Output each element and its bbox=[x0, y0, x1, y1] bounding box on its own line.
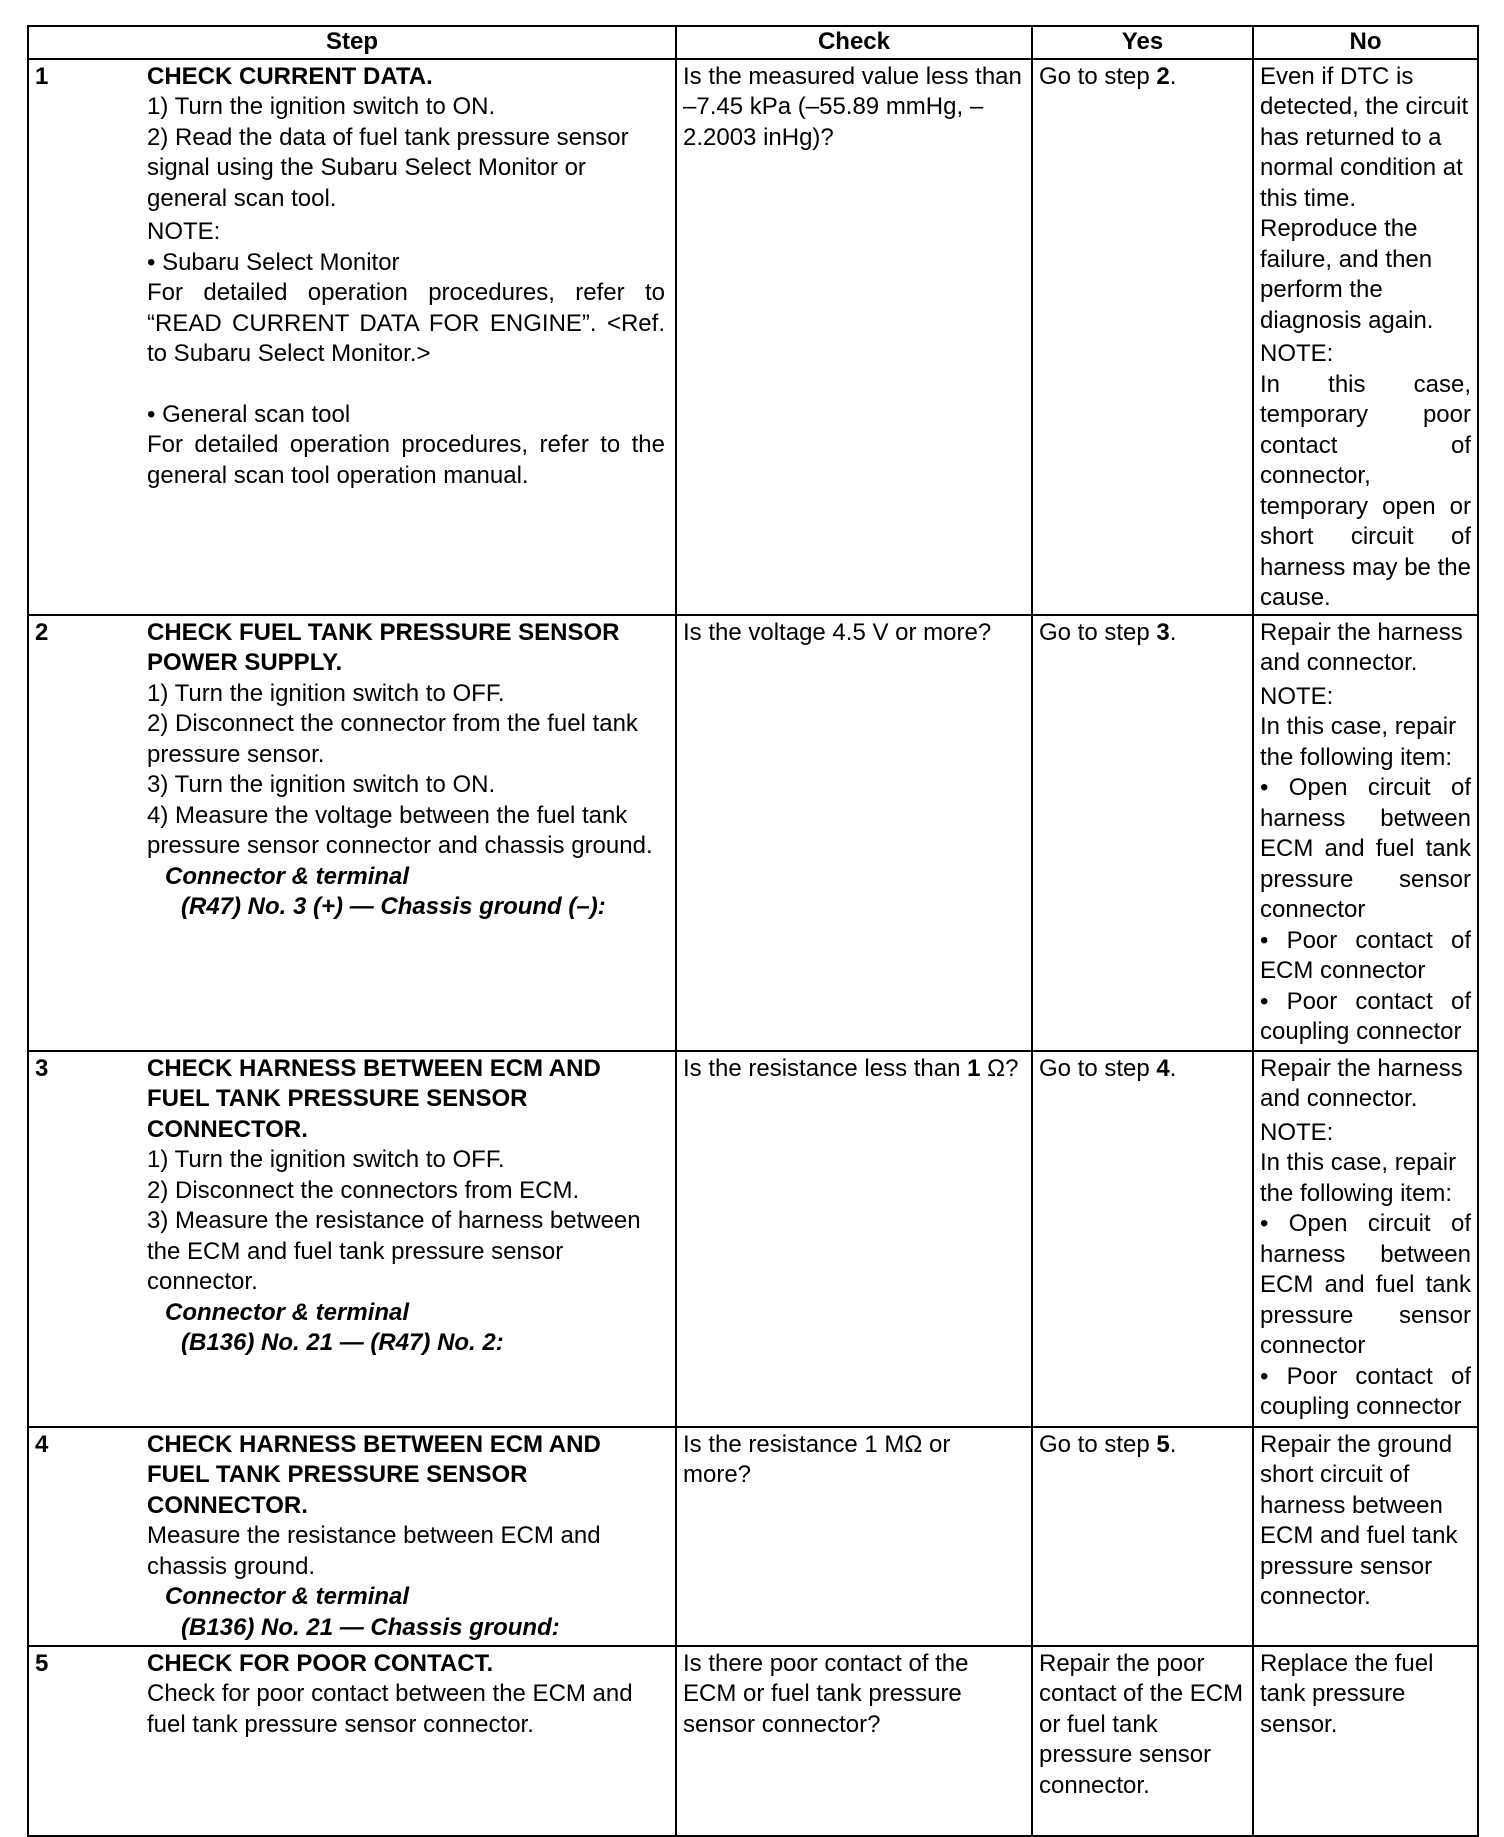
no-item: • Poor contact of coupling connector bbox=[1260, 1362, 1471, 1420]
yes-cell: Go to step 4. bbox=[1032, 1051, 1253, 1427]
step-line: • General scan tool bbox=[147, 400, 351, 428]
yes-text: Go to step bbox=[1039, 1430, 1157, 1458]
step-number: 2 bbox=[35, 618, 49, 646]
table-row bbox=[28, 1427, 1478, 1646]
note-label: NOTE: bbox=[147, 218, 221, 245]
no-item: • Open circuit of harness between ECM and fuel tank pressure sensor connector bbox=[1260, 1210, 1471, 1359]
step-line: 1) Turn the ignition switch to OFF. bbox=[147, 1146, 505, 1173]
check-value: 1 bbox=[967, 1054, 981, 1082]
step-body bbox=[147, 1054, 669, 1359]
step-line: For detailed operation procedures, refer to “READ CURRENT DATA FOR ENGINE”. <Ref. to Subaru Select Monitor.> bbox=[147, 279, 665, 367]
no-item: • Poor contact of ECM connector bbox=[1260, 926, 1471, 984]
yes-cell: Repair the poor contact of the ECM or fuel tank pressure sensor connector. bbox=[1032, 1646, 1253, 1836]
connector-label: Connector & terminal bbox=[165, 862, 410, 890]
step-line: 2) Disconnect the connector from the fuel tank pressure sensor. bbox=[147, 710, 638, 768]
table-row bbox=[28, 1646, 1478, 1836]
step-line: 3) Turn the ignition switch to ON. bbox=[147, 771, 496, 798]
step-body bbox=[147, 62, 669, 492]
header-yes: Yes bbox=[1032, 26, 1253, 59]
connector-spec: (B136) No. 21 — Chassis ground: bbox=[181, 1613, 560, 1641]
step-line: 1) Turn the ignition switch to OFF. bbox=[147, 679, 505, 707]
step-cell bbox=[28, 615, 676, 1051]
header-check: Check bbox=[676, 26, 1032, 59]
yes-cell: Go to step 5. bbox=[1032, 1427, 1253, 1646]
table-row bbox=[28, 615, 1478, 1051]
check-cell: Is the resistance 1 MΩ or more? bbox=[676, 1427, 1032, 1646]
yes-text: Go to step bbox=[1039, 1054, 1157, 1082]
yes-text: Go to step bbox=[1039, 62, 1157, 90]
note-label: NOTE: bbox=[1260, 1118, 1334, 1146]
yes-cell: Go to step 2. bbox=[1032, 59, 1253, 615]
no-cell: Repair the ground short circuit of harness between ECM and fuel tank pressure sensor connector. bbox=[1253, 1427, 1478, 1646]
no-cell bbox=[1253, 615, 1478, 1051]
step-line: 2) Disconnect the connectors from ECM. bbox=[147, 1176, 580, 1204]
note-label: NOTE: bbox=[1260, 682, 1334, 710]
step-number: 3 bbox=[35, 1054, 49, 1082]
step-body bbox=[147, 1649, 669, 1741]
no-text: Repair the harness and connector. bbox=[1260, 618, 1463, 676]
check-cell: Is there poor contact of the ECM or fuel tank pressure sensor connector? bbox=[676, 1646, 1032, 1836]
step-line: For detailed operation procedures, refer to the general scan tool operation manual. bbox=[147, 431, 665, 489]
step-title: CHECK HARNESS BETWEEN ECM AND FUEL TANK PRESSURE SENSOR CONNECTOR. bbox=[147, 1054, 601, 1143]
no-note: In this case, temporary poor contact of connector, temporary open or short circuit of harness may be the cause. bbox=[1260, 370, 1471, 611]
diagnostic-table bbox=[27, 25, 1479, 1837]
check-unit: Ω? bbox=[980, 1054, 1019, 1082]
connector-spec: (R47) No. 3 (+) — Chassis ground (–): bbox=[181, 893, 606, 920]
step-body bbox=[147, 618, 669, 923]
no-note: In this case, repair the following item: bbox=[1260, 713, 1457, 771]
step-title: CHECK CURRENT DATA. bbox=[147, 62, 433, 90]
table-row bbox=[28, 59, 1478, 615]
no-cell bbox=[1253, 1051, 1478, 1427]
check-text: Is the resistance less than bbox=[683, 1054, 968, 1082]
note-label: NOTE: bbox=[1260, 340, 1334, 367]
step-line: • Subaru Select Monitor bbox=[147, 248, 400, 276]
yes-cell: Go to step 3. bbox=[1032, 615, 1253, 1051]
step-line: 2) Read the data of fuel tank pressure sensor signal using the Subaru Select Monitor or general scan tool. bbox=[147, 123, 629, 212]
step-number: 1 bbox=[35, 62, 49, 90]
step-title: CHECK FOR POOR CONTACT. bbox=[147, 1649, 494, 1677]
step-body bbox=[147, 1430, 669, 1644]
header-no: No bbox=[1253, 26, 1478, 59]
header-row bbox=[28, 26, 1478, 59]
check-cell: Is the voltage 4.5 V or more? bbox=[676, 615, 1032, 1051]
no-cell bbox=[1253, 59, 1478, 615]
connector-label: Connector & terminal bbox=[165, 1298, 410, 1326]
step-number: 5 bbox=[35, 1649, 49, 1677]
step-line: 1) Turn the ignition switch to ON. bbox=[147, 93, 496, 120]
no-item: • Poor contact of coupling connector bbox=[1260, 987, 1471, 1045]
yes-text: Go to step bbox=[1039, 618, 1157, 646]
step-cell bbox=[28, 59, 676, 615]
no-text: Even if DTC is detected, the circuit has returned to a normal condition at this time. Reproduce the failure, and then perform the diagnosis again. bbox=[1260, 62, 1469, 334]
step-title: CHECK FUEL TANK PRESSURE SENSOR POWER SUPPLY. bbox=[147, 618, 620, 676]
no-item: • Open circuit of harness between ECM and fuel tank pressure sensor connector bbox=[1260, 774, 1471, 923]
table-row bbox=[28, 1051, 1478, 1427]
step-line: 4) Measure the voltage between the fuel tank pressure sensor connector and chassis ground. bbox=[147, 801, 653, 859]
no-cell: Replace the fuel tank pressure sensor. bbox=[1253, 1646, 1478, 1836]
step-line: 3) Measure the resistance of harness between the ECM and fuel tank pressure sensor connector. bbox=[147, 1207, 641, 1295]
step-cell bbox=[28, 1646, 676, 1836]
header-step: Step bbox=[28, 26, 676, 59]
step-number: 4 bbox=[35, 1430, 49, 1458]
connector-spec: (B136) No. 21 — (R47) No. 2: bbox=[181, 1329, 504, 1356]
yes-step-number: 2 bbox=[1156, 62, 1170, 90]
yes-step-number: 4 bbox=[1156, 1054, 1170, 1082]
no-text: Repair the harness and connector. bbox=[1260, 1054, 1463, 1112]
check-cell: Is the measured value less than –7.45 kPa (–55.89 mmHg, –2.2003 inHg)? bbox=[676, 59, 1032, 615]
yes-step-number: 3 bbox=[1156, 618, 1170, 646]
step-title: CHECK HARNESS BETWEEN ECM AND FUEL TANK PRESSURE SENSOR CONNECTOR. bbox=[147, 1430, 601, 1519]
yes-step-number: 5 bbox=[1156, 1430, 1170, 1458]
no-note: In this case, repair the following item: bbox=[1260, 1149, 1457, 1207]
connector-label: Connector & terminal bbox=[165, 1583, 410, 1610]
step-line: Measure the resistance between ECM and chassis ground. bbox=[147, 1522, 601, 1580]
step-line: Check for poor contact between the ECM and fuel tank pressure sensor connector. bbox=[147, 1680, 633, 1738]
check-cell bbox=[676, 1051, 1032, 1427]
step-cell bbox=[28, 1051, 676, 1427]
step-cell bbox=[28, 1427, 676, 1646]
